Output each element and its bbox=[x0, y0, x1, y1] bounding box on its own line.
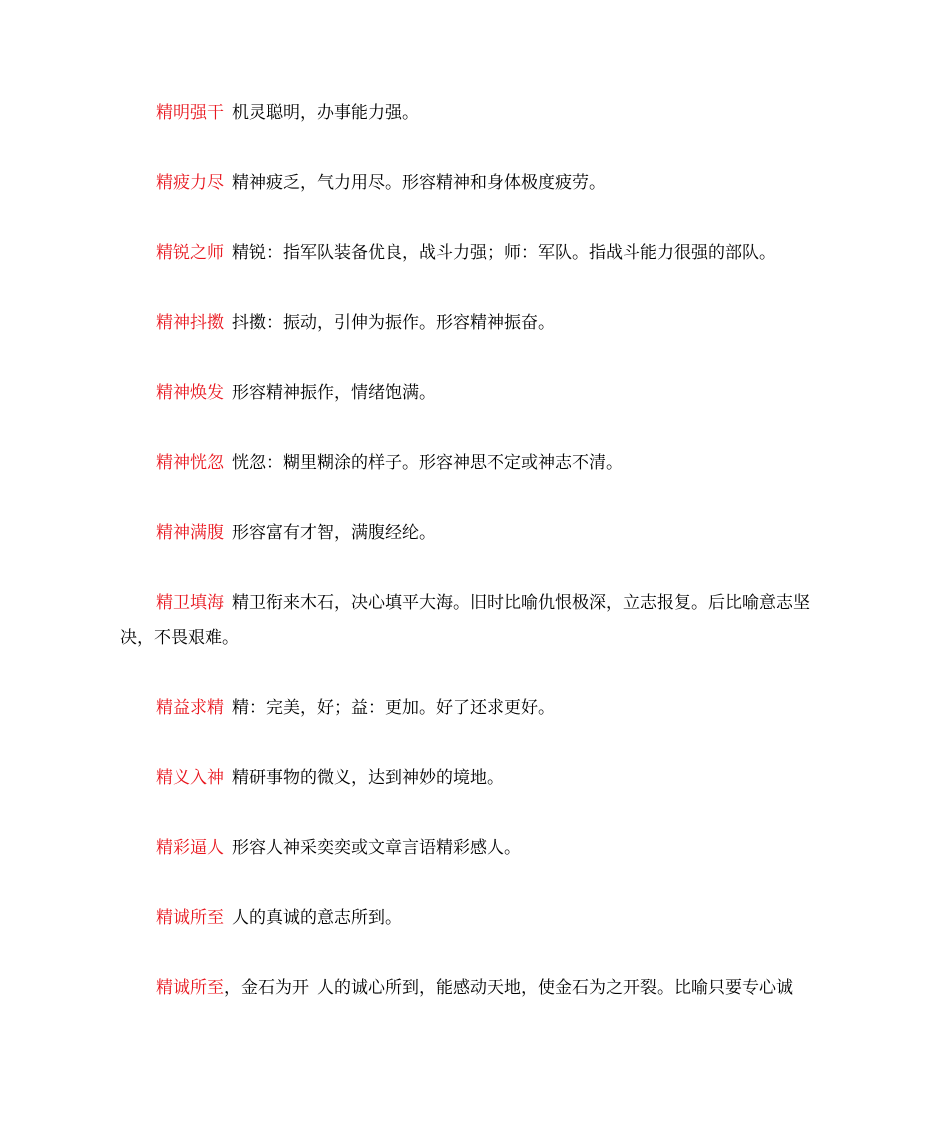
idiom-entry bbox=[120, 901, 830, 936]
idiom-term-rest: ，金石为开 bbox=[224, 978, 309, 998]
idiom-definition: 人的诚心所到，能感动天地，使金石为之开裂。比喻只要专心诚 bbox=[317, 978, 793, 998]
idiom-term: 精疲力尽 bbox=[156, 173, 224, 193]
idiom-definition: 精锐：指军队装备优良，战斗力强；师：军队。指战斗能力很强的部队。 bbox=[232, 243, 776, 263]
idiom-entry bbox=[120, 831, 830, 866]
idiom-definition: 形容富有才智，满腹经纶。 bbox=[232, 523, 436, 543]
idiom-definition: 人的真诚的意志所到。 bbox=[232, 908, 402, 928]
idiom-definition: 形容人神采奕奕或文章言语精彩感人。 bbox=[232, 838, 521, 858]
idiom-term: 精神满腹 bbox=[156, 523, 224, 543]
idiom-term: 精诚所至 bbox=[156, 978, 224, 998]
idiom-entry bbox=[120, 236, 830, 271]
idiom-term: 精神恍忽 bbox=[156, 453, 224, 473]
idiom-definition: 精卫衔来木石，决心填平大海。旧时比喻仇恨极深，立志报复。后比喻意志坚决，不畏艰难。 bbox=[120, 593, 810, 648]
idiom-definition: 精研事物的微义，达到神妙的境地。 bbox=[232, 768, 504, 788]
idiom-entry bbox=[120, 761, 830, 796]
idiom-entry bbox=[120, 691, 830, 726]
idiom-entry bbox=[120, 971, 830, 1006]
idiom-entry bbox=[120, 166, 830, 201]
idiom-definition: 精：完美，好；益：更加。好了还求更好。 bbox=[232, 698, 555, 718]
idiom-entry bbox=[120, 376, 830, 411]
idiom-definition: 形容精神振作，情绪饱满。 bbox=[232, 383, 436, 403]
idiom-term: 精彩逼人 bbox=[156, 838, 224, 858]
idiom-entry bbox=[120, 306, 830, 341]
idiom-list bbox=[120, 96, 830, 1041]
idiom-entry bbox=[120, 446, 830, 481]
idiom-definition: 精神疲乏，气力用尽。形容精神和身体极度疲劳。 bbox=[232, 173, 606, 193]
idiom-term: 精锐之师 bbox=[156, 243, 224, 263]
idiom-term: 精诚所至 bbox=[156, 908, 224, 928]
idiom-entry bbox=[120, 96, 830, 131]
idiom-term: 精神焕发 bbox=[156, 383, 224, 403]
idiom-entry bbox=[120, 586, 830, 656]
idiom-entry bbox=[120, 516, 830, 551]
idiom-term: 精明强干 bbox=[156, 103, 224, 123]
idiom-term: 精神抖擞 bbox=[156, 313, 224, 333]
idiom-term: 精益求精 bbox=[156, 698, 224, 718]
idiom-term: 精卫填海 bbox=[156, 593, 224, 613]
idiom-definition: 抖擞：振动，引伸为振作。形容精神振奋。 bbox=[232, 313, 555, 333]
idiom-definition: 恍忽：糊里糊涂的样子。形容神思不定或神志不清。 bbox=[232, 453, 623, 473]
idiom-term: 精义入神 bbox=[156, 768, 224, 788]
idiom-definition: 机灵聪明，办事能力强。 bbox=[232, 103, 419, 123]
